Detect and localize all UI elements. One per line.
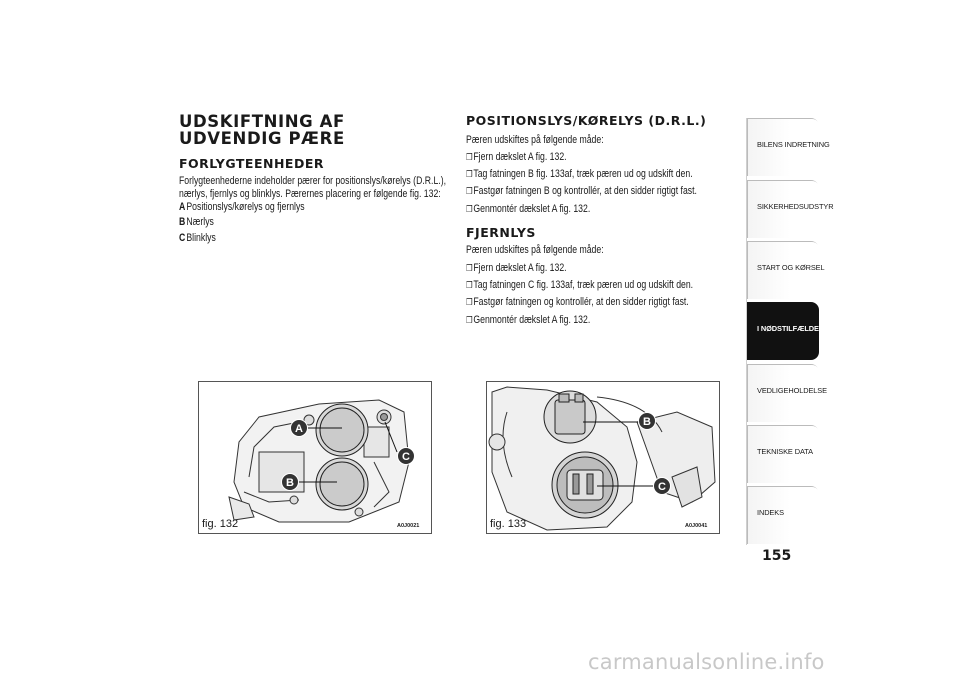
svg-text:C: C bbox=[658, 481, 666, 493]
steps-positionslys bbox=[466, 132, 696, 218]
list-item: ❒Fjern dækslet A fig. 132. bbox=[466, 150, 567, 163]
tab-sikkerhedsudstyr[interactable]: SIKKERHEDSUDSTYR bbox=[747, 180, 819, 238]
callout-B bbox=[639, 413, 656, 430]
intro-paragraph: Forlygteenhederne indeholder pærer for positionslys/kørelys (D.R.L.), nærlys, fjernlys og blinklys. Pærernes placering er følgende fig. 132: bbox=[179, 174, 446, 200]
callout-B bbox=[282, 474, 299, 491]
left-column bbox=[179, 156, 449, 246]
tab-vedligeholdelse[interactable]: VEDLIGEHOLDELSE bbox=[747, 364, 819, 422]
list-item: ❒Fastgør fatningen B og kontrollér, at den sidder rigtigt fast. bbox=[466, 185, 697, 198]
figure-code: A0J0021 bbox=[397, 523, 420, 529]
figure-caption: fig. 133 bbox=[490, 518, 527, 530]
bulb-socket-illustration bbox=[487, 382, 719, 533]
list-item: BNærlys bbox=[179, 216, 214, 228]
list-item: ❒Tag fatningen B fig. 133af, træk pæren ud og udskift den. bbox=[466, 168, 693, 181]
callout-A bbox=[291, 420, 308, 437]
figure-133 bbox=[486, 381, 720, 534]
page-title: UDSKIFTNING AF UDVENDIG PÆRE bbox=[179, 112, 345, 148]
intro-line: Pæren udskiftes på følgende måde: bbox=[466, 244, 604, 257]
svg-text:B: B bbox=[643, 416, 651, 428]
list-item: ❒Fjern dækslet A fig. 132. bbox=[466, 261, 567, 274]
headlight-illustration bbox=[199, 382, 431, 533]
list-item: APositionslys/kørelys og fjernlys bbox=[179, 200, 305, 213]
tab-start-og-korsel[interactable]: START OG KØRSEL bbox=[747, 241, 819, 299]
bulb-list bbox=[179, 200, 400, 247]
steps-fjernlys bbox=[466, 242, 696, 328]
figure-132 bbox=[198, 381, 432, 534]
figure-caption: fig. 132 bbox=[202, 518, 239, 530]
section-heading-positionslys: POSITIONSLYS/KØRELYS (D.R.L.) bbox=[466, 113, 707, 128]
list-item: ❒Tag fatningen C fig. 133af, træk pæren ud og udskift den. bbox=[466, 279, 694, 292]
section-heading-forlygteenheder: FORLYGTEENHEDER bbox=[179, 156, 325, 171]
tab-bilens-indretning[interactable]: BILENS INDRETNING bbox=[747, 118, 819, 176]
svg-text:A: A bbox=[295, 423, 303, 435]
callout-C bbox=[398, 448, 415, 465]
list-item: ❒Genmontér dækslet A fig. 132. bbox=[466, 202, 591, 215]
svg-text:C: C bbox=[402, 451, 410, 463]
list-item: CBlinklys bbox=[179, 231, 216, 244]
list-item: ❒Genmontér dækslet A fig. 132. bbox=[466, 313, 591, 326]
svg-text:B: B bbox=[286, 477, 294, 489]
page-number: 155 bbox=[762, 548, 792, 564]
right-column bbox=[466, 113, 746, 329]
intro-line: Pæren udskiftes på følgende måde: bbox=[466, 133, 604, 146]
tab-tekniske-data[interactable]: TEKNISKE DATA bbox=[747, 425, 819, 483]
callout-C bbox=[654, 478, 671, 495]
list-item: ❒Fastgør fatningen og kontrollér, at den sidder rigtigt fast. bbox=[466, 296, 689, 309]
tab-i-nodstilfaelde[interactable]: I NØDSTILFÆLDE bbox=[747, 302, 819, 360]
section-heading-fjernlys: FJERNLYS bbox=[466, 224, 536, 240]
watermark: carmanualsonline.info bbox=[588, 650, 825, 674]
tab-indeks[interactable]: INDEKS bbox=[747, 486, 819, 544]
figure-code: A0J0041 bbox=[685, 523, 708, 529]
